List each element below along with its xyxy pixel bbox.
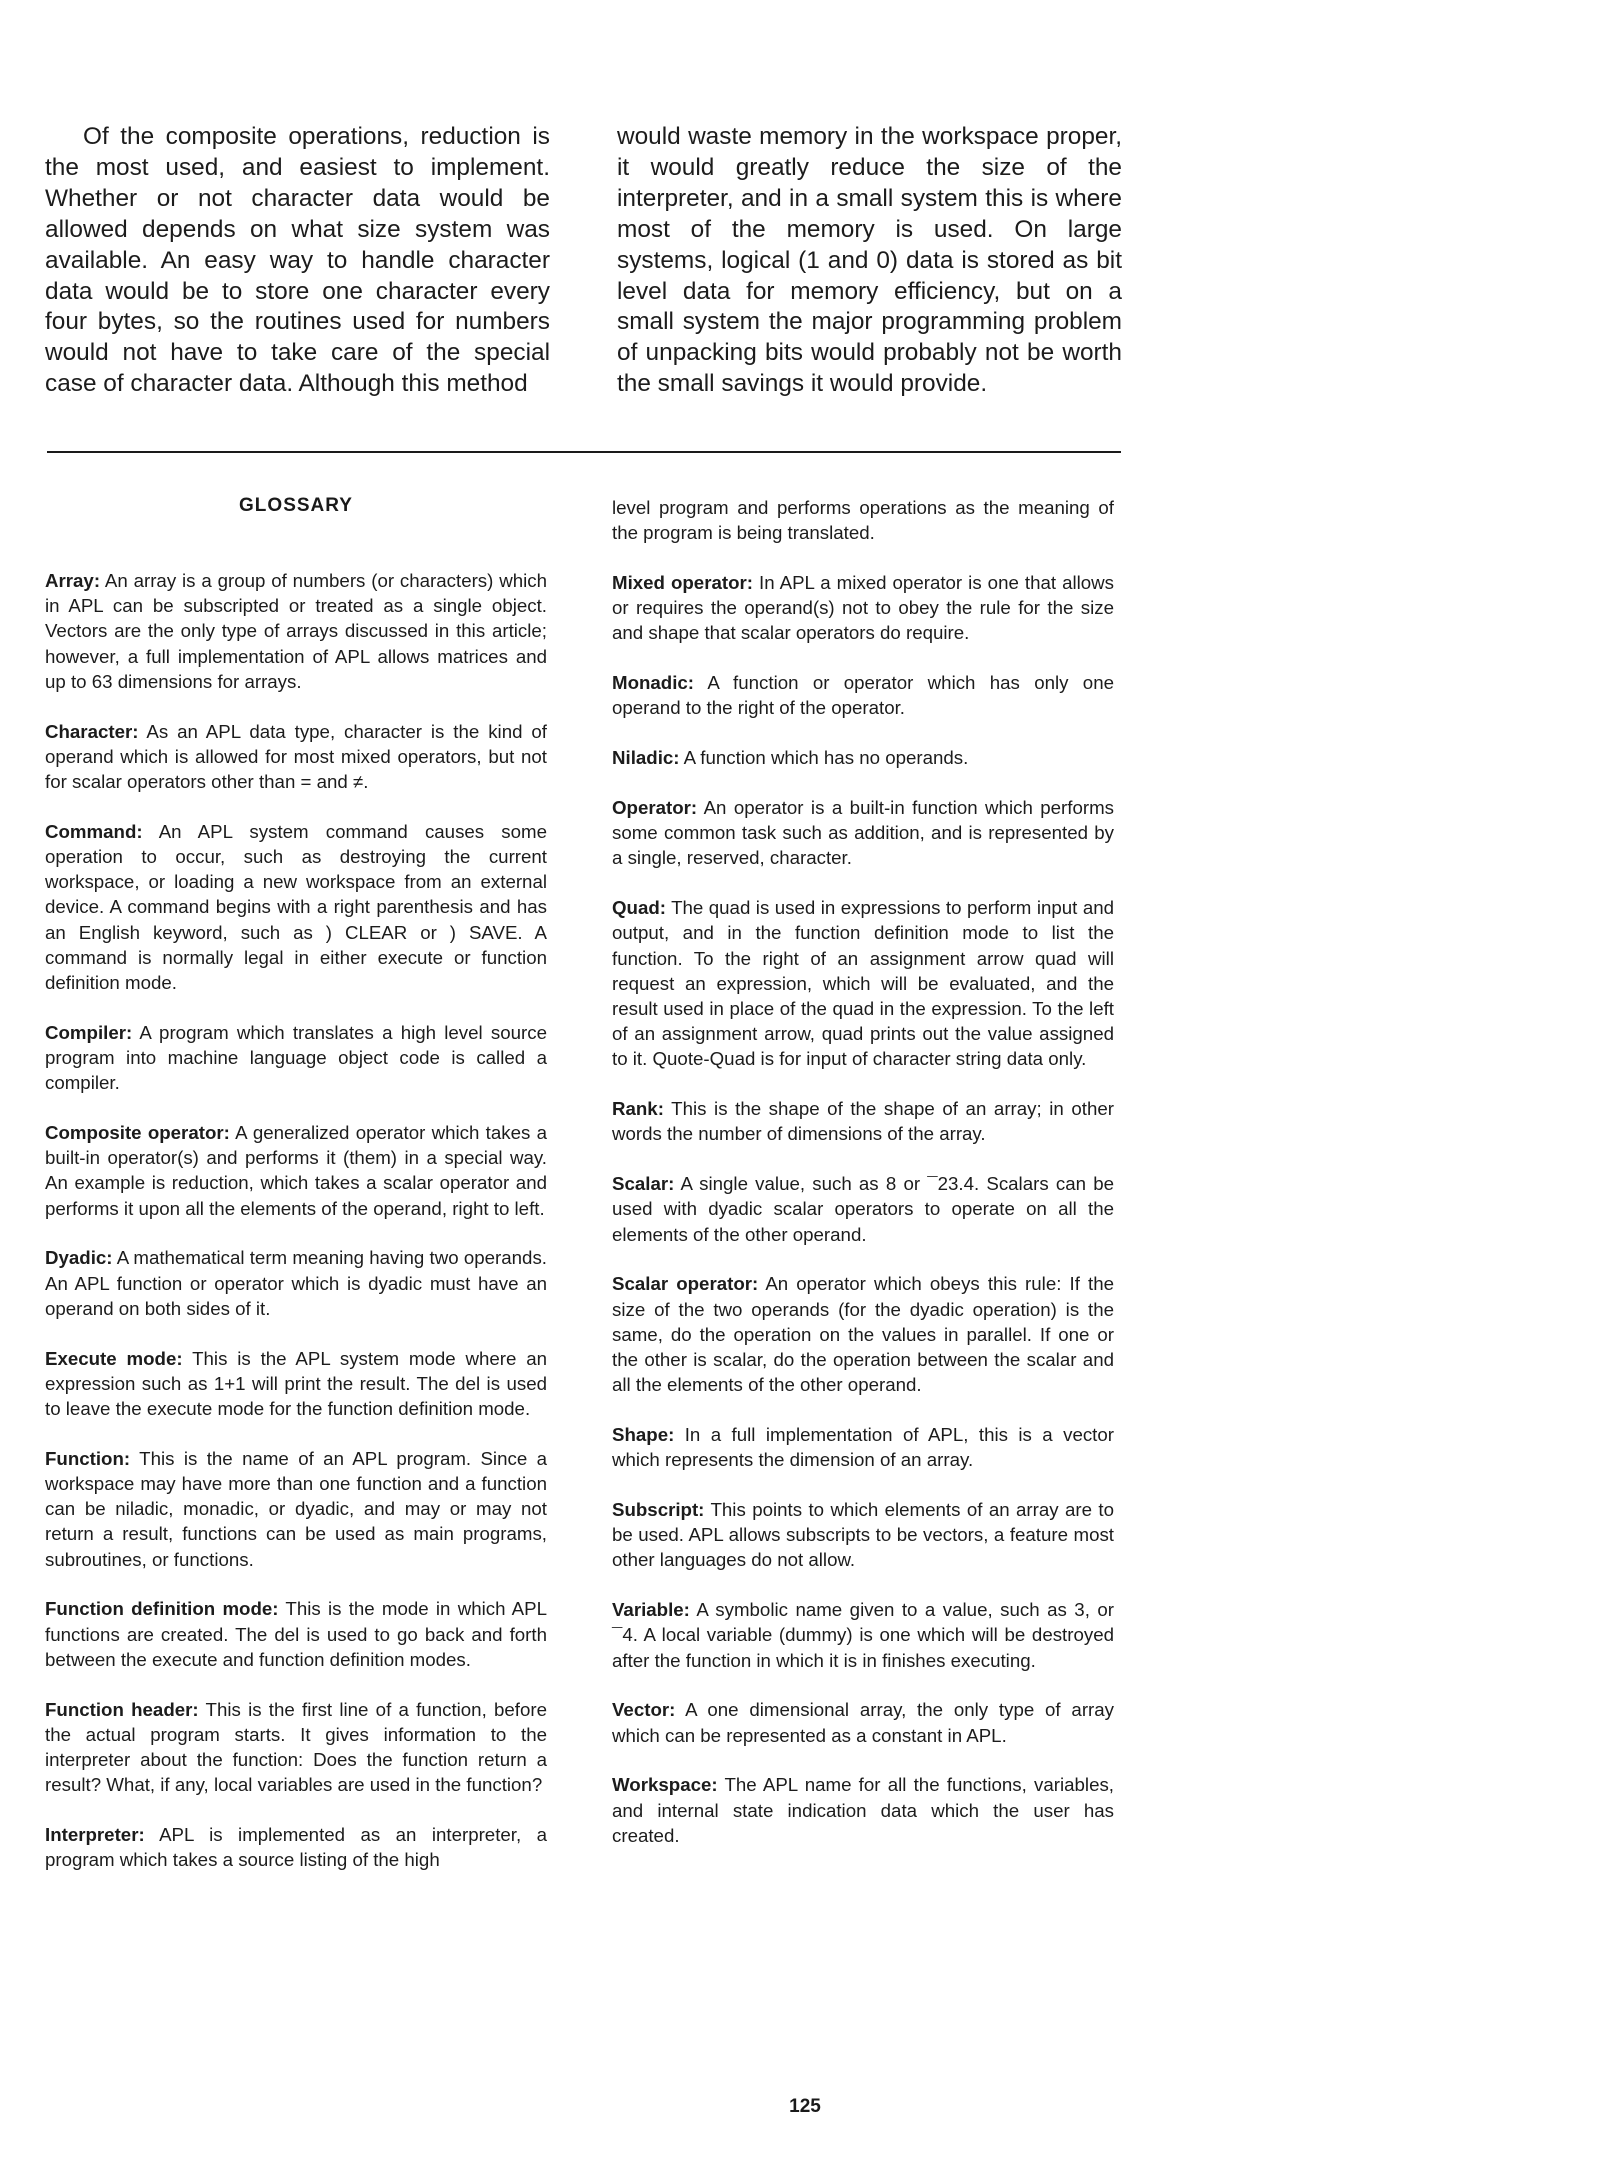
- glossary-entry: [45, 1822, 547, 1872]
- prose-right-column: would waste memory in the workspace proper, it would greatly reduce the size of the interpreter, and in a small system this is where most of the memory is used. On large systems, logical (1 and 0) data is stored as bit level data for memory efficiency, but on a small system the major programming problem of unpacking bits would probably not be worth the small savings it would provide.: [617, 123, 1122, 398]
- glossary-definition: A function which has no operands.: [683, 747, 969, 769]
- glossary-definition: In a full implementation of APL, this is a vector which represents the dimension of an array.: [612, 1424, 1114, 1471]
- glossary-definition: The quad is used in expressions to perform input and output, and in the function definition mode to list the function. To the right of an assignment arrow quad will request an expression, which will be evaluated, and the result used in place of the quad in the expression. To the left of an assignment arrow, quad prints out the value assigned to it. Quote-Quad is for input of character string data only.: [612, 897, 1114, 1070]
- glossary-term: Scalar:: [612, 1173, 675, 1195]
- glossary-entry: [45, 819, 547, 995]
- glossary-term: Function definition mode:: [45, 1598, 279, 1620]
- glossary-definition: A function or operator which has only one operand to the right of the operator.: [612, 672, 1114, 719]
- glossary-left-column: [45, 568, 547, 1897]
- glossary-term: Variable:: [612, 1599, 690, 1621]
- glossary-entry: [45, 1020, 547, 1096]
- glossary-entry: [612, 1772, 1114, 1848]
- glossary-term: Interpreter:: [45, 1824, 145, 1846]
- glossary-term: Command:: [45, 820, 143, 842]
- glossary-entry: [612, 1096, 1114, 1146]
- glossary-term: Shape:: [612, 1424, 675, 1446]
- glossary-definition: The APL name for all the functions, variables, and internal state indication data which the user has created.: [612, 1774, 1114, 1846]
- glossary-term: Vector:: [612, 1699, 676, 1721]
- glossary-definition: level program and performs operations as the meaning of the program is being translated.: [612, 497, 1114, 544]
- section-divider: [47, 451, 1121, 453]
- glossary-entry: [612, 1271, 1114, 1397]
- glossary-term: Dyadic:: [45, 1247, 113, 1269]
- glossary-entry: [612, 895, 1114, 1071]
- glossary-term: Compiler:: [45, 1021, 133, 1043]
- glossary-term: Function header:: [45, 1698, 199, 1720]
- glossary-entry: [612, 1497, 1114, 1573]
- glossary-term: Function:: [45, 1447, 131, 1469]
- glossary-definition: An operator which obeys this rule: If the size of the two operands (for the dyadic operation) is the same, do the operation on the values in parallel. If one or the other is scalar, do the operation between the scalar and all the elements of the other operand.: [612, 1273, 1114, 1396]
- glossary-entry: [45, 1120, 547, 1221]
- glossary-term: Operator:: [612, 797, 698, 818]
- glossary-entry: [612, 1597, 1114, 1673]
- glossary-entry: [612, 795, 1114, 871]
- glossary-definition: In APL a mixed operator is one that allows or requires the operand(s) not to obey the rule for the size and shape that scalar operators do require.: [612, 572, 1114, 644]
- glossary-definition: A generalized operator which takes a built-in operator(s) and performs it (them) in a special way. An example is reduction, which takes a scalar operator and performs it upon all the elements of the operand, right to left.: [45, 1122, 547, 1219]
- glossary-right-column: [612, 495, 1114, 1873]
- glossary-entry: [45, 1245, 547, 1321]
- glossary-definition: A program which translates a high level source program into machine language object code is called a compiler.: [45, 1021, 547, 1094]
- glossary-definition: This is the shape of the shape of an array; in other words the number of dimensions of the array.: [612, 1098, 1114, 1145]
- glossary-term: Character:: [45, 720, 139, 742]
- glossary-entry: [45, 719, 547, 795]
- glossary-entry: [45, 1697, 547, 1798]
- glossary-term: Niladic:: [612, 747, 680, 769]
- glossary-title: GLOSSARY: [239, 495, 353, 516]
- glossary-definition: A mathematical term meaning having two operands. An APL function or operator which is dyadic must have an operand on both sides of it.: [45, 1247, 547, 1319]
- glossary-entry: [612, 495, 1114, 545]
- glossary-term: Scalar operator:: [612, 1273, 759, 1295]
- glossary-term: Monadic:: [612, 672, 695, 694]
- glossary-entry: [612, 1697, 1114, 1747]
- glossary-definition: An APL system command causes some operation to occur, such as destroying the current workspace, or loading a new workspace from an external device. A command begins with a right parenthesis and has an English keyword, such as ) CLEAR or ) SAVE. A command is normally legal in either execute or function definition mode.: [45, 820, 547, 994]
- glossary-entry: [612, 670, 1114, 720]
- glossary-definition: This points to which elements of an array are to be used. APL allows subscripts to be vectors, a feature most other languages do not allow.: [612, 1499, 1114, 1571]
- glossary-term: Array:: [45, 570, 101, 591]
- glossary-definition: An operator is a built-in function which performs some common task such as addition, and is represented by a single, reserved, character.: [612, 797, 1115, 869]
- glossary-definition: A one dimensional array, the only type of array which can be represented as a constant in APL.: [612, 1699, 1114, 1746]
- glossary-definition: An array is a group of numbers (or characters) which in APL can be subscripted or treated as a single object. Vectors are the only type of arrays discussed in this article; however, a full implementation of APL allows matrices and up to 63 dimensions for arrays.: [45, 570, 548, 692]
- glossary-term: Rank:: [612, 1098, 664, 1120]
- glossary-definition: As an APL data type, character is the kind of operand which is allowed for most mixed operators, but not for scalar operators other than = and ≠.: [45, 720, 547, 793]
- glossary-entry: [612, 570, 1114, 646]
- glossary-entry: [45, 568, 547, 694]
- glossary-entry: [612, 1422, 1114, 1472]
- glossary-term: Execute mode:: [45, 1347, 183, 1369]
- glossary-definition: This is the APL system mode where an expression such as 1+1 will print the result. The del is used to leave the execute mode for the function definition mode.: [45, 1347, 547, 1420]
- glossary-definition: A single value, such as 8 or ¯23.4. Scalars can be used with dyadic scalar operators to operate on all the elements of the other operand.: [612, 1173, 1114, 1245]
- glossary-entry: [612, 1171, 1114, 1247]
- glossary-definition: A symbolic name given to a value, such as 3, or ¯4. A local variable (dummy) is one which will be destroyed after the function in which it is in finishes executing.: [612, 1599, 1114, 1671]
- glossary-definition: This is the first line of a function, before the actual program starts. It gives information to the interpreter about the function: Does the function return a result? What, if any, local variables are used in the function?: [45, 1698, 547, 1796]
- glossary-term: Quad:: [612, 897, 666, 919]
- glossary-entry: [612, 745, 1114, 770]
- glossary-term: Workspace:: [612, 1774, 718, 1796]
- glossary-entry: [45, 1446, 547, 1572]
- glossary-definition: APL is implemented as an interpreter, a program which takes a source listing of the high: [45, 1824, 547, 1871]
- prose-left-column: Of the composite operations, reduction is the most used, and easiest to implement. Whether or not character data would be allowed depends on what size system was available. An easy way to handle character data would be to store one character every four bytes, so the routines used for numbers would not have to take care of the special case of character data. Although this method: [45, 123, 550, 398]
- glossary-entry: [45, 1346, 547, 1422]
- glossary-term: Composite operator:: [45, 1122, 230, 1144]
- glossary-definition: This is the name of an APL program. Since a workspace may have more than one function and a function can be niladic, monadic, or dyadic, and may or may not return a result, functions can be used as main programs, subroutines, or functions.: [45, 1447, 547, 1570]
- page-number: 125: [789, 2096, 821, 2117]
- glossary-entry: [45, 1596, 547, 1672]
- glossary-term: Subscript:: [612, 1499, 705, 1521]
- glossary-term: Mixed operator:: [612, 572, 754, 593]
- glossary-definition: This is the mode in which APL functions are created. The del is used to go back and forth between the execute and function definition modes.: [45, 1598, 548, 1670]
